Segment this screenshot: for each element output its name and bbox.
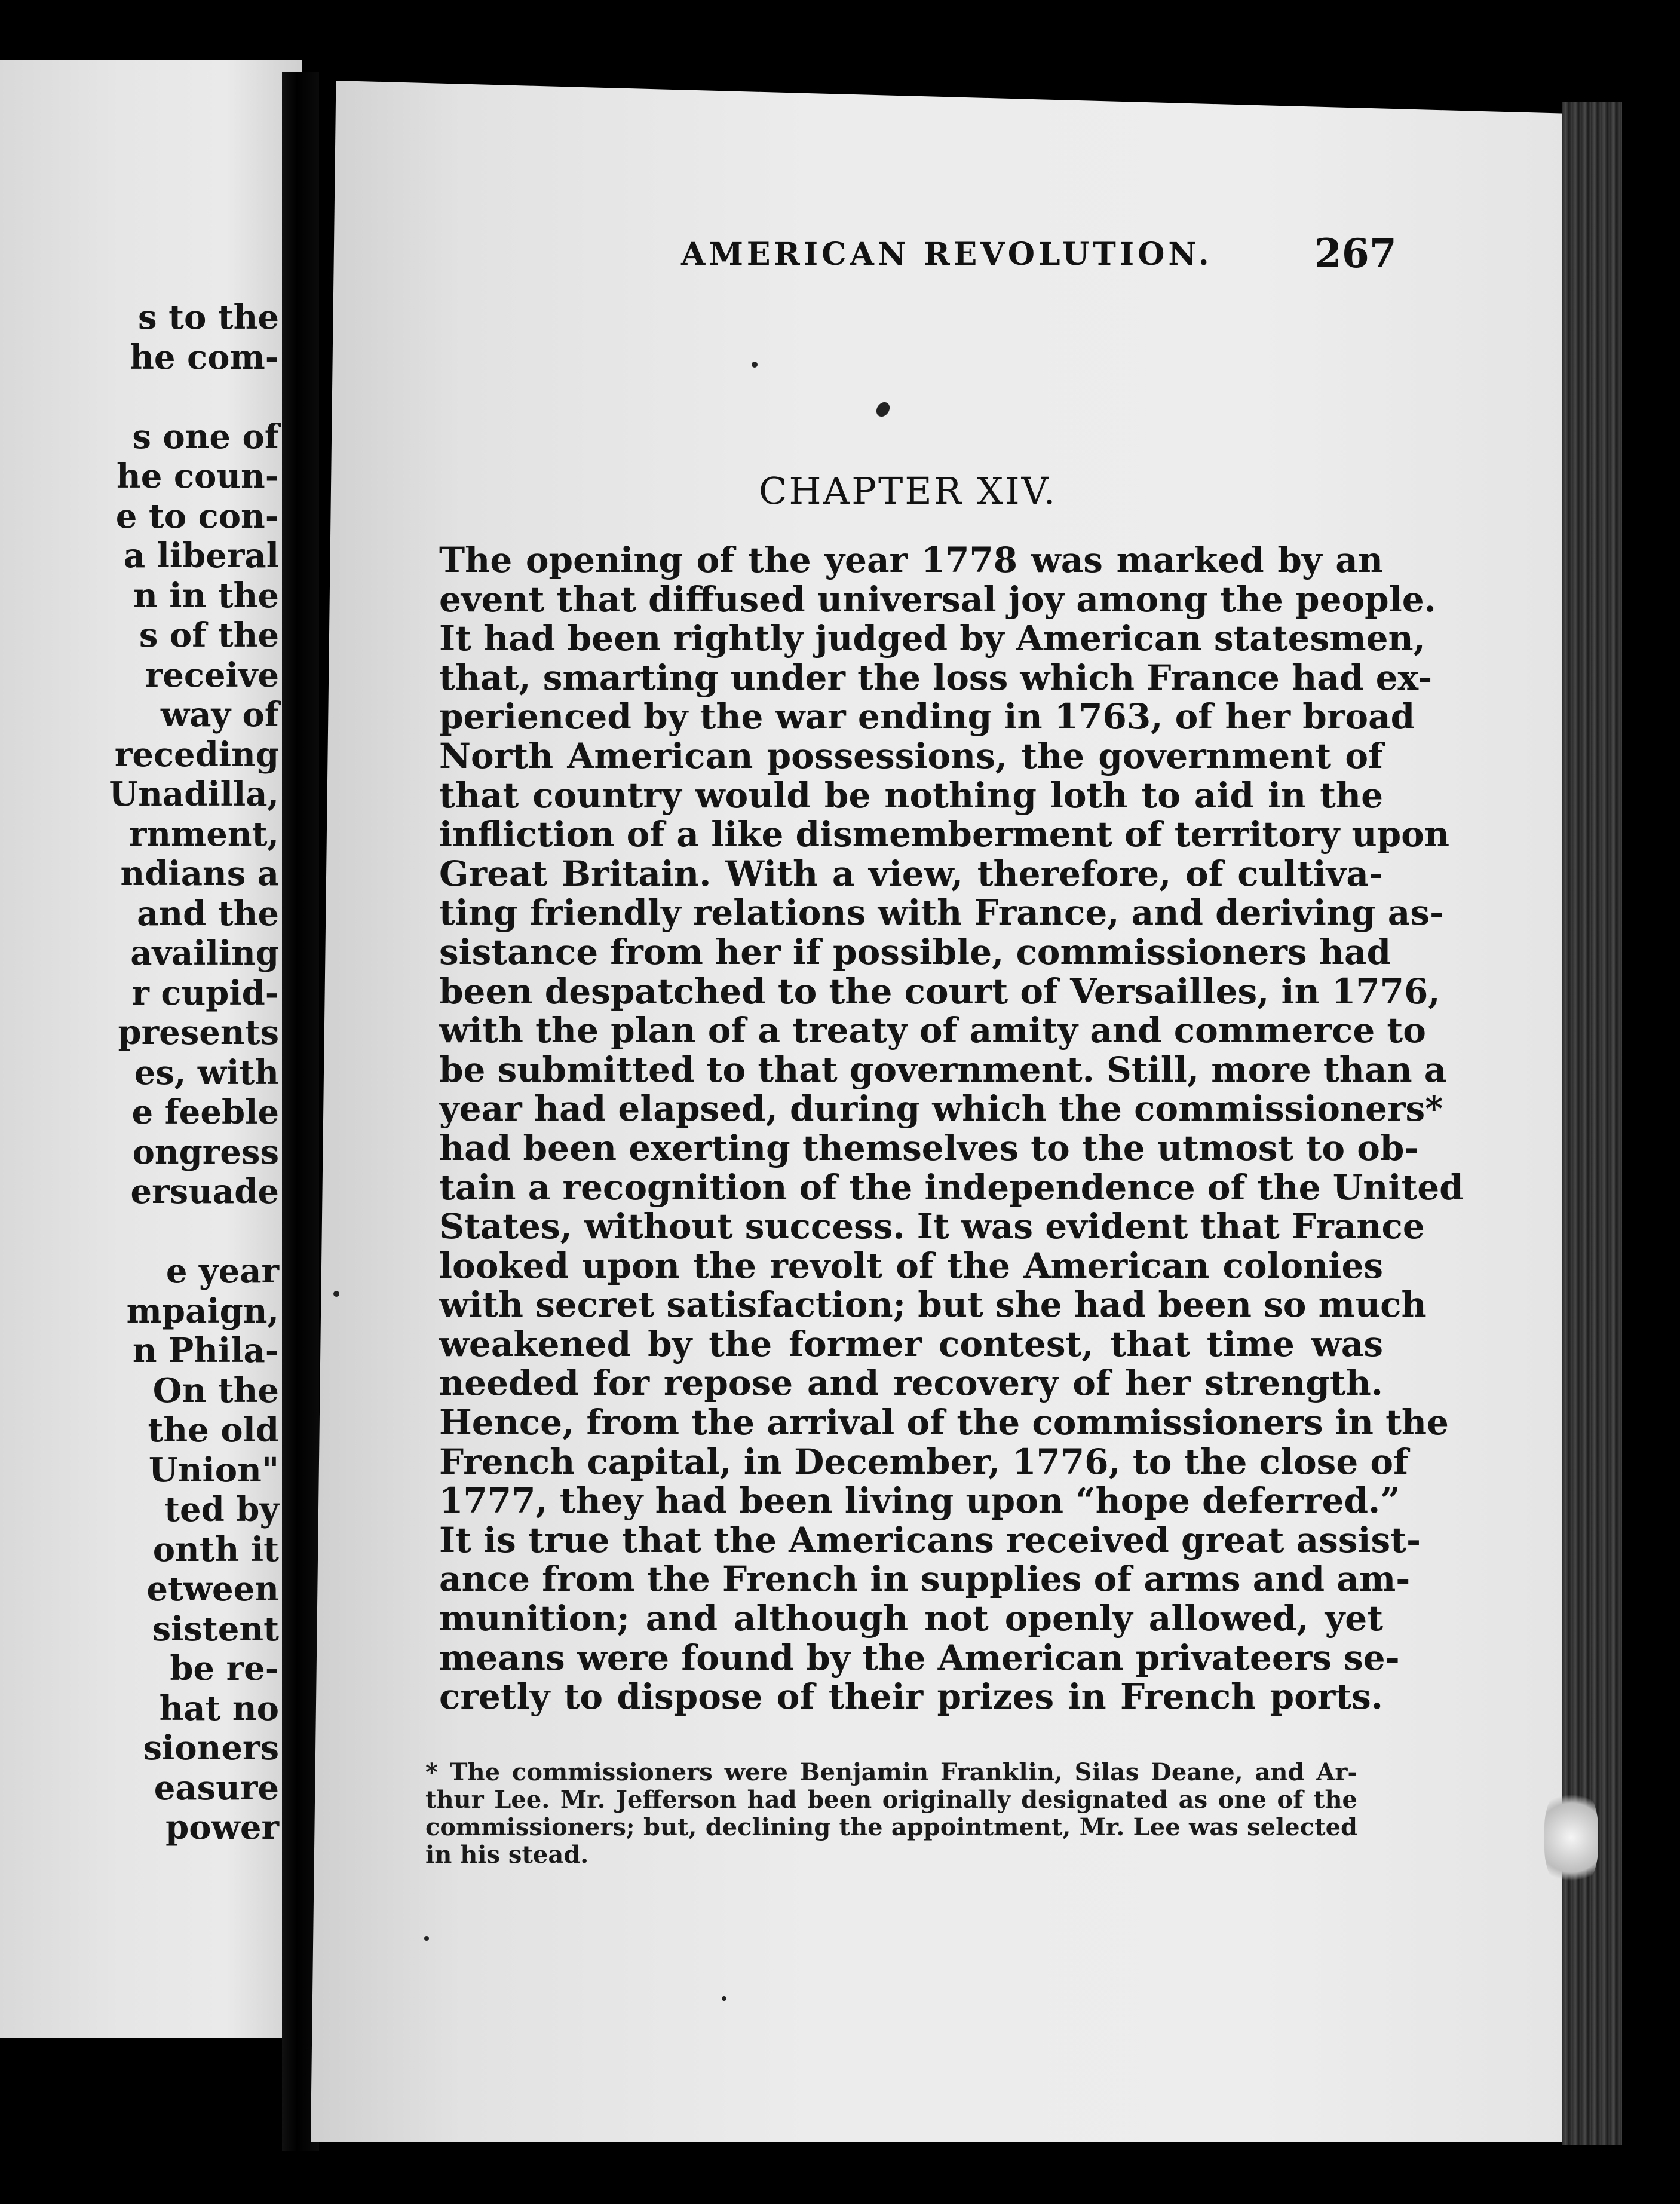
previous-page-edge [0,60,302,2038]
ink-speck [722,1996,726,2001]
previous-page-line: a liberal [123,536,279,576]
body-line: French capital, in December, 1776, to the close of [439,1441,1409,1482]
previous-page-line [109,1212,279,1252]
body-line: weakened by the former contest, that time was [439,1323,1383,1364]
ink-speck [333,1291,339,1297]
body-line: sistance from her if possible, commissioners had [439,931,1391,972]
previous-page-line: r cupid- [131,973,279,1013]
body-line: Hence, from the arrival of the commissioners in the [439,1402,1449,1443]
previous-page-line: onth it [152,1529,279,1569]
previous-page-line: On the [152,1370,279,1410]
previous-page-line: e to con- [115,496,279,536]
page-stain [1544,1787,1598,1888]
previous-page-line: e feeble [131,1092,279,1132]
body-line: It is true that the Americans received great assist- [439,1519,1421,1560]
previous-page-line: the old [148,1410,279,1450]
body-line: looked upon the revolt of the American colonies [439,1245,1383,1286]
previous-page-line: availing [130,933,279,973]
body-text [439,540,1464,1718]
body-line: that country would be nothing loth to aid in the [439,775,1383,816]
previous-page-line: easure [154,1768,279,1808]
body-line: tain a recognition of the independence of the United [439,1167,1464,1208]
previous-page-line: s one of [132,417,279,457]
body-line: means were found by the American privateers se- [439,1637,1400,1678]
previous-page-line: hat no [159,1688,279,1728]
footnote-line: thur Lee. Mr. Jefferson had been originally designated as one of the [425,1786,1357,1814]
previous-page-line: rnment, [128,814,279,854]
body-line: It had been rightly judged by American statesmen, [439,618,1425,659]
previous-page-line [109,377,279,417]
previous-page-line: s to the [138,298,279,337]
body-line: States, without success. It was evident that France [439,1206,1425,1247]
previous-page-line: be re- [170,1649,279,1688]
ink-speck [752,362,758,368]
footnote [425,1759,1357,1869]
footnote-line: in his stead. [425,1841,589,1869]
previous-page-line: es, with [134,1052,279,1092]
previous-page-line: ted by [164,1490,279,1529]
chapter-title: CHAPTER XIV. [759,469,1057,513]
previous-page-line: sioners [143,1728,279,1768]
body-line: Great Britain. With a view, therefore, of cultiva- [439,853,1383,894]
previous-page-line: ongress [132,1132,279,1172]
previous-page-line: n in the [133,576,279,616]
footnote-line: commissioners; but, declining the appointment, Mr. Lee was selected [425,1813,1357,1841]
footnote-line: * The commissioners were Benjamin Franklin, Silas Deane, and Ar- [425,1758,1357,1786]
body-line: infliction of a like dismemberment of territory upon [439,814,1450,855]
body-line: with the plan of a treaty of amity and commerce to [439,1010,1426,1051]
body-line: cretly to dispose of their prizes in French ports. [439,1676,1383,1718]
previous-page-line: ndians a [120,854,279,893]
previous-page-line: presents [118,1013,279,1052]
body-line: been despatched to the court of Versailles, in 1776, [439,971,1440,1012]
ink-speck [424,1936,429,1941]
previous-page-line: power [165,1808,279,1847]
body-line: 1777, they had been living upon “hope deferred.” [439,1480,1400,1522]
previous-page-line: receding [114,734,279,775]
body-line: event that diffused universal joy among the people. [439,578,1436,620]
previous-page-line: Union" [148,1450,279,1490]
previous-page-line: etween [146,1569,279,1609]
previous-page-line: s of the [139,616,279,655]
body-line: year had elapsed, during which the commissioners* [439,1088,1443,1129]
body-line: with secret satisfaction; but she had been so much [439,1284,1427,1326]
page-number: 267 [1314,230,1397,277]
body-line: be submitted to that government. Still, more than a [439,1049,1447,1090]
previous-page-line: he coun- [117,457,279,496]
previous-page-line: way of [161,695,279,734]
previous-page-line: sistent [152,1609,279,1649]
previous-page-text [109,298,279,1848]
body-line: ting friendly relations with France, and deriving as- [439,892,1445,933]
previous-page-line: n Phila- [132,1331,279,1370]
book-gutter [282,72,319,2151]
body-line: perienced by the war ending in 1763, of her broad [439,696,1415,737]
body-line: North American possessions, the government of [439,735,1383,776]
running-head: AMERICAN REVOLUTION. [681,236,1213,273]
body-line: needed for repose and recovery of her strength. [439,1363,1383,1404]
body-line: ance from the French in supplies of arms and am- [439,1559,1411,1600]
previous-page-line: Unadilla, [109,775,279,814]
body-line: The opening of the year 1778 was marked by an [439,540,1383,580]
previous-page-line: receive [145,655,279,695]
previous-page-line: e year [165,1251,279,1291]
body-line: munition; and although not openly allowed, yet [439,1598,1383,1639]
previous-page-line: and the [137,893,279,933]
previous-page-line: ersuade [130,1172,279,1211]
body-line: had been exerting themselves to the utmost to ob- [439,1127,1419,1168]
body-line: that, smarting under the loss which France had ex- [439,657,1433,698]
previous-page-line: he com- [130,337,279,377]
previous-page-line: mpaign, [126,1291,279,1331]
